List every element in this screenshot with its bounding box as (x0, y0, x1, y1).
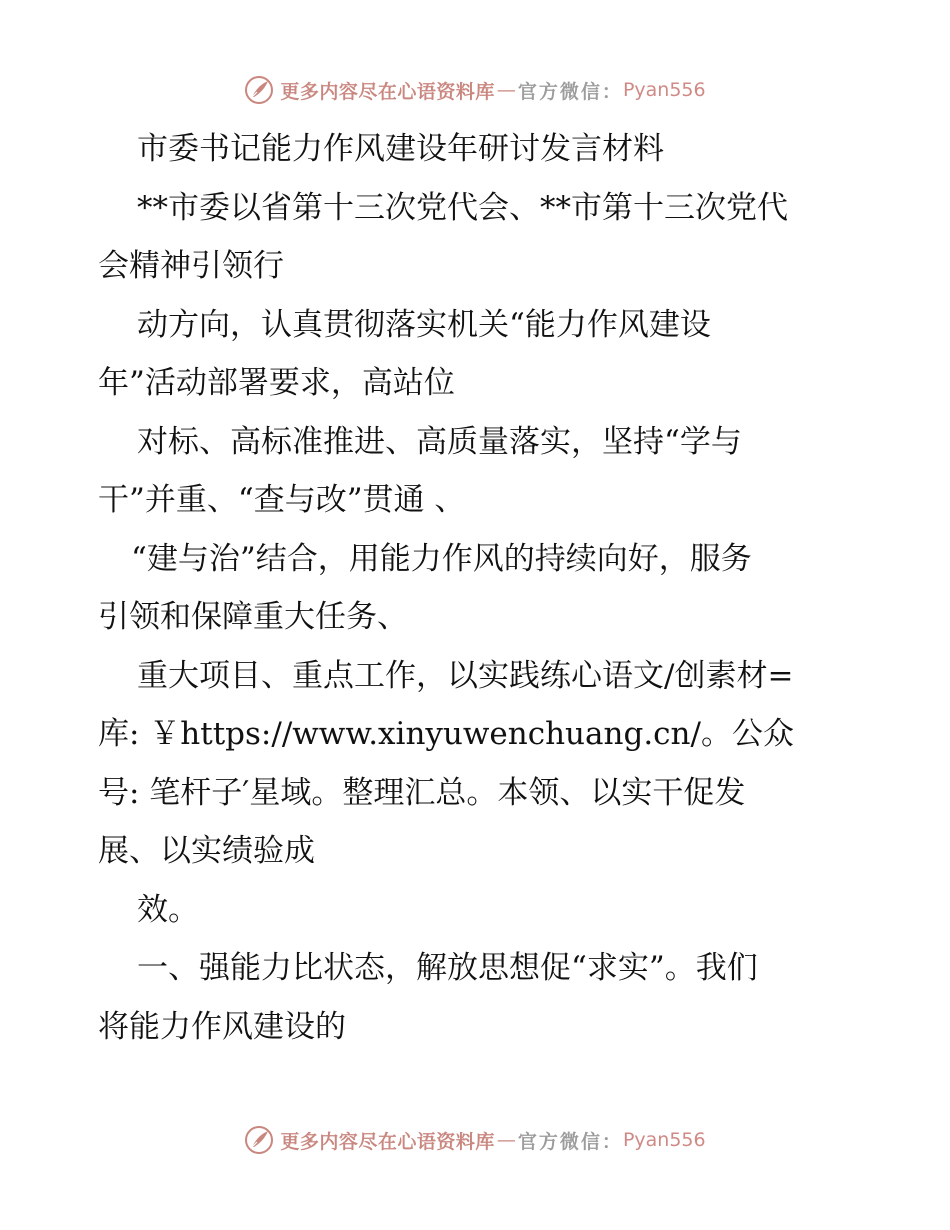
paragraph-line: 展、以实绩验成 (98, 833, 315, 869)
quill-logo-icon (244, 75, 274, 105)
paragraph-line: 会精神引领行 (98, 248, 284, 284)
watermark-dash: — (496, 1129, 516, 1151)
paragraph-line: 干”并重、“查与改”贯通 、 (98, 482, 466, 518)
watermark-text: 更多内容尽在心语资料库 (280, 1130, 495, 1153)
paragraph-line: 将能力作风建设的 (98, 1008, 346, 1045)
paragraph-line: 库: ￥https://www.xinyuwenchuang.cn/。公众 (98, 716, 794, 752)
watermark-official-label: 官方微信： (517, 80, 623, 103)
paragraph-line: “建与治”结合，用能力作风的持续向好，服务 (131, 540, 752, 577)
paragraph-line: 动方向，认真贯彻落实机关“能力作风建设 (137, 306, 711, 343)
document-title: 市委书记能力作风建设年研讨发言材料 (137, 131, 664, 167)
document-body (98, 120, 858, 1056)
footer-watermark (0, 1120, 950, 1160)
paragraph-line: 年”活动部署要求，高站位 (98, 365, 455, 401)
watermark-dash: — (496, 79, 516, 101)
paragraph-line: 引领和保障重大任务、 (98, 599, 408, 635)
watermark-wechat-id: Pyan556 (622, 1129, 706, 1151)
paragraph-line: 重大项目、重点工作，以实践练心语文/创素材= (137, 657, 794, 694)
paragraph-line: 对标、高标准推进、高质量落实，坚持“学与 (137, 423, 742, 460)
header-watermark (0, 70, 950, 110)
watermark-text: 更多内容尽在心语资料库 (280, 80, 495, 103)
watermark-official-label: 官方微信： (517, 1130, 623, 1153)
watermark-wechat-id: Pyan556 (622, 79, 706, 101)
paragraph-line: 号: 笔杆子′星域。整理汇总。本领、以实干促发 (98, 774, 746, 811)
quill-logo-icon (244, 1125, 274, 1155)
paragraph-line: 效。 (137, 891, 199, 928)
section-heading-line: 一、强能力比状态，解放思想促“求实”。我们 (137, 950, 758, 986)
paragraph-line: **市委以省第十三次党代会、**市第十三次党代 (137, 189, 788, 226)
